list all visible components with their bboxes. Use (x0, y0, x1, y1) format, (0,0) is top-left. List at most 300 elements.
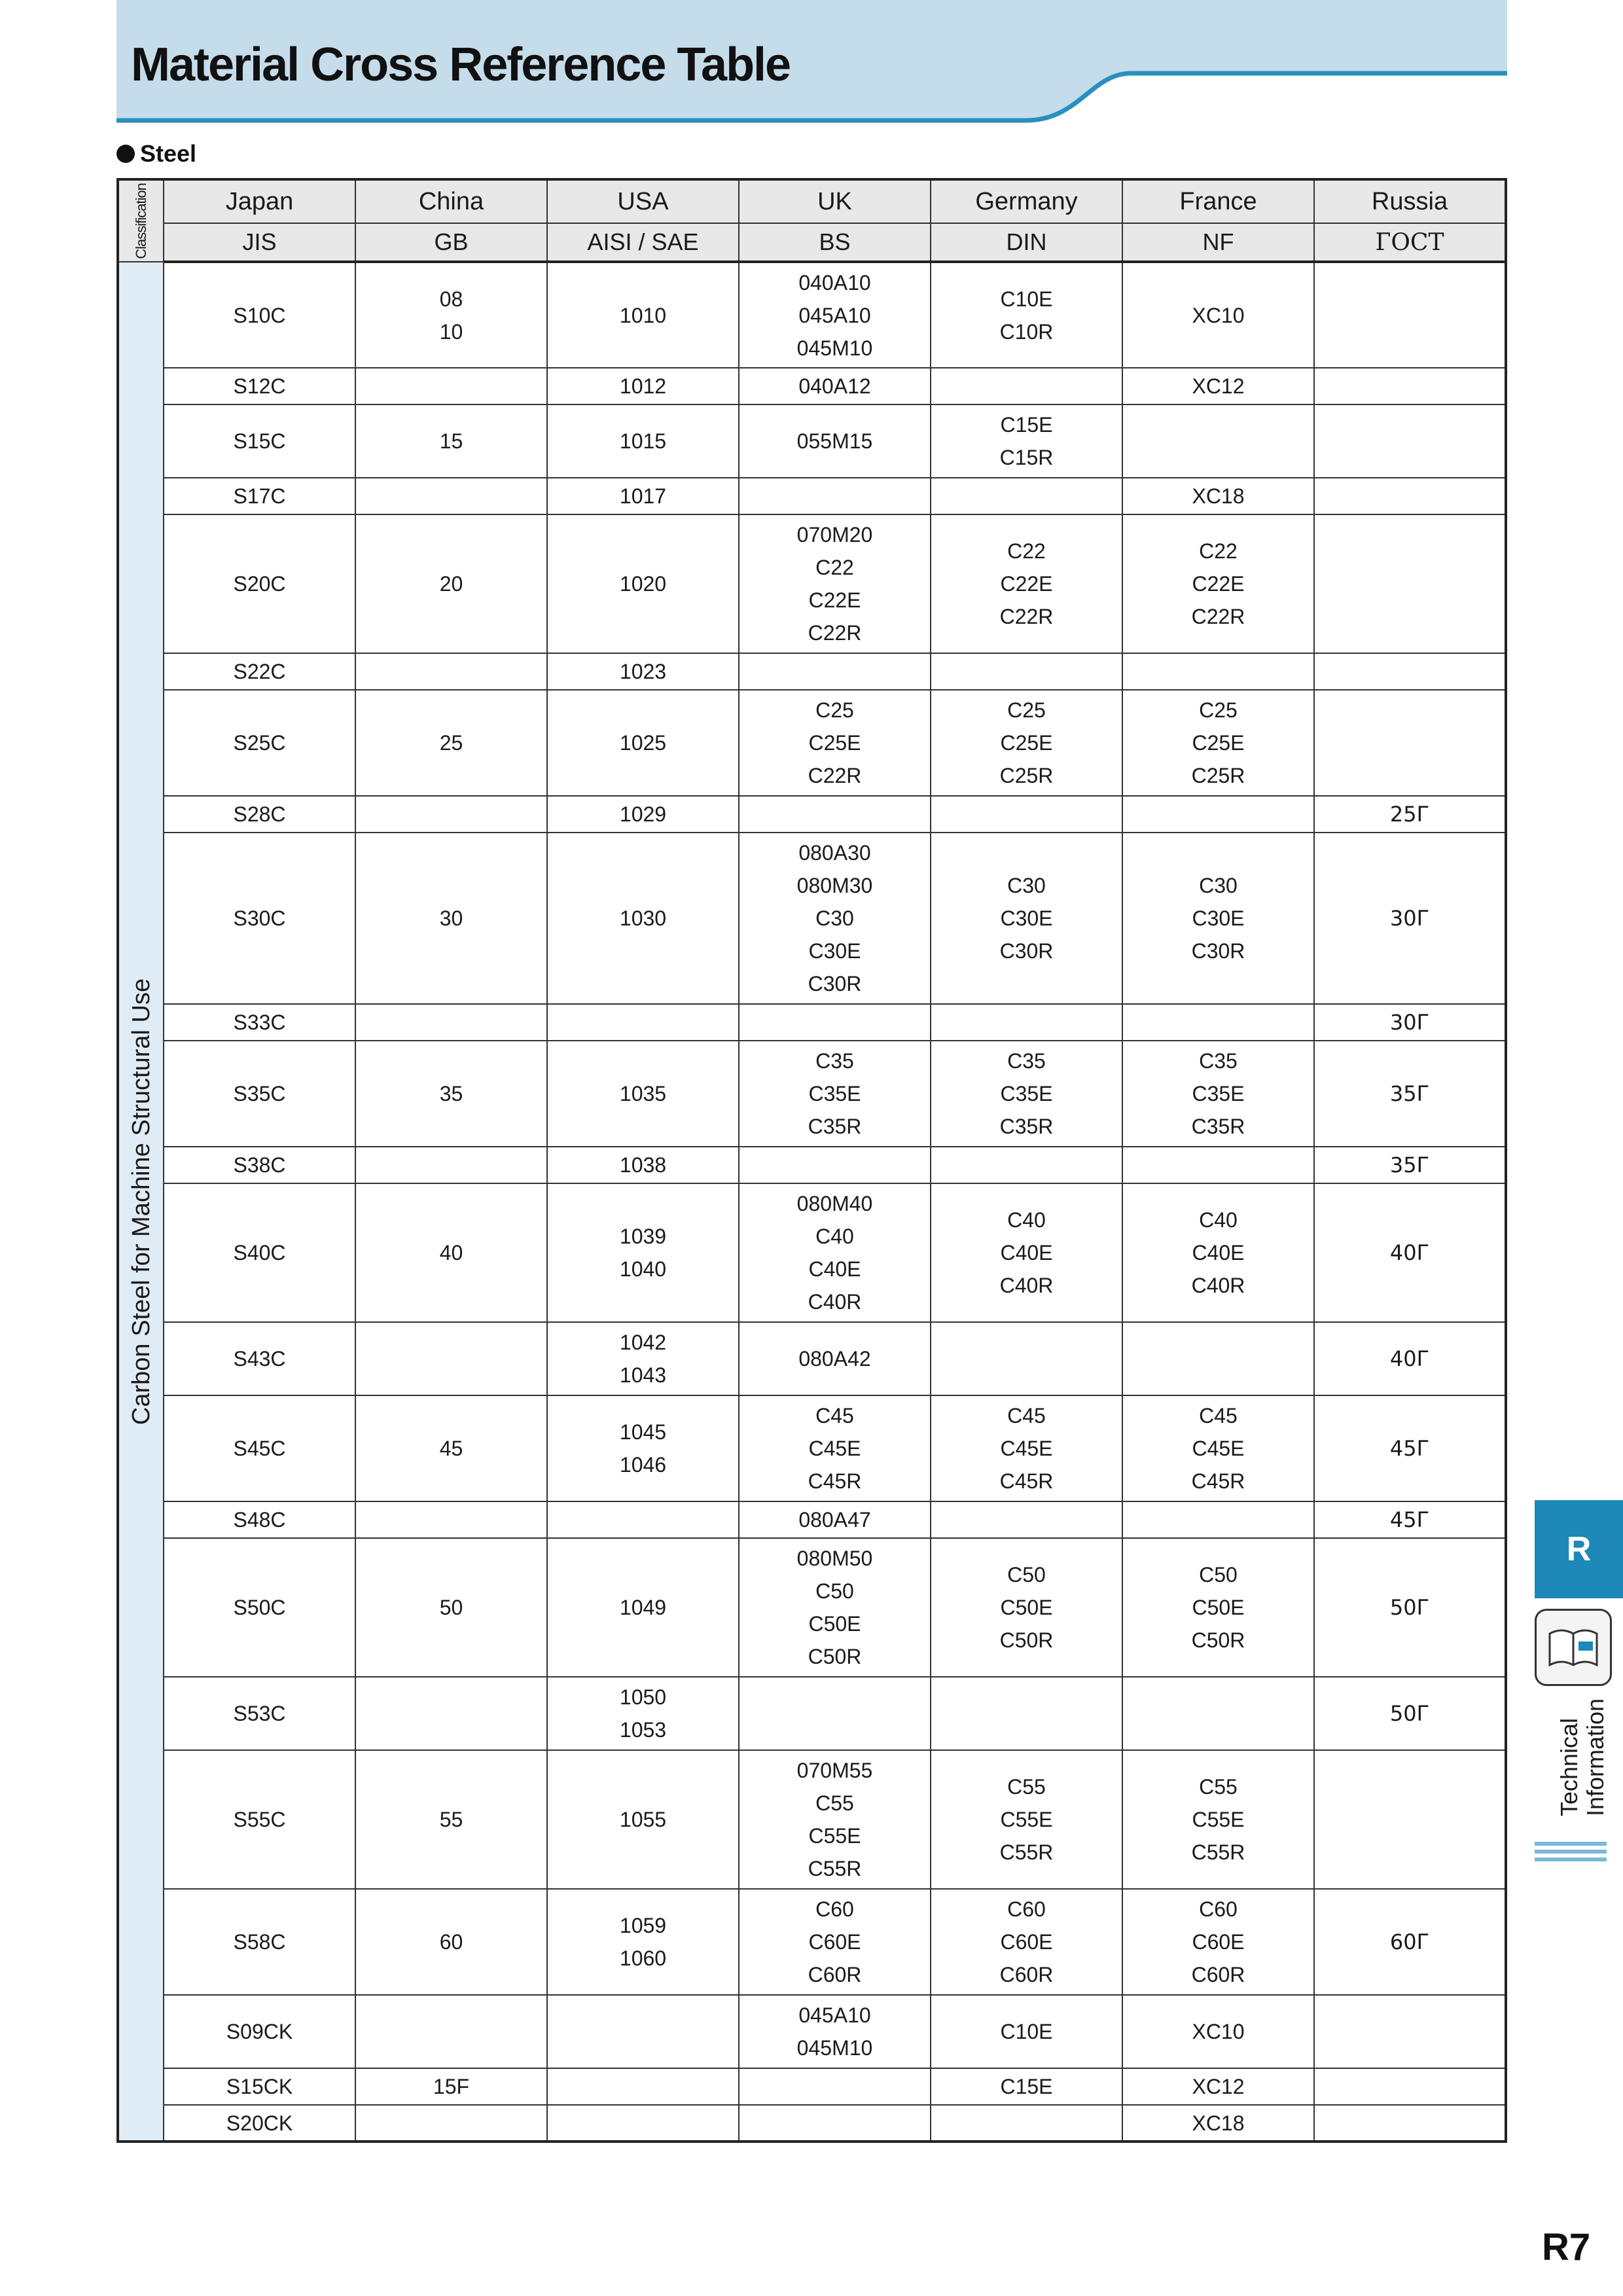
table-row (118, 478, 1506, 514)
din-value: C35R (999, 1115, 1054, 1138)
cross-reference-table-wrapper (116, 178, 1507, 2143)
nf-cell (1122, 2105, 1314, 2142)
nf-value: C22 (1199, 539, 1238, 563)
bs-value: C22R (808, 764, 862, 787)
jis-cell: S20CK (164, 2105, 355, 2142)
standard-header: JIS (164, 223, 355, 262)
table-row (118, 1889, 1506, 1995)
bs-value: 045A10 (798, 303, 871, 327)
bs-value: 080M40 (796, 1192, 873, 1215)
gost-value: 45Г (1389, 1507, 1430, 1532)
nf-cell (1122, 368, 1314, 404)
bs-value: C35E (808, 1082, 861, 1105)
gb-cell (355, 2105, 547, 2142)
aisi-cell (547, 1538, 739, 1677)
aisi-cell (547, 1041, 739, 1147)
nf-value: XC12 (1192, 374, 1245, 398)
din-value: C50E (1000, 1596, 1053, 1619)
bs-value: C35R (808, 1115, 862, 1138)
gb-value: 25 (439, 731, 463, 755)
gost-value: 45Г (1389, 1436, 1430, 1461)
jis-cell: S33C (164, 1004, 355, 1041)
nf-value: C30R (1191, 939, 1245, 963)
nf-value: C30 (1199, 874, 1238, 897)
aisi-cell (547, 2105, 739, 2142)
bs-value: C40R (808, 1290, 862, 1314)
bs-value: 080A42 (798, 1347, 871, 1371)
gb-cell (355, 1041, 547, 1147)
din-cell (931, 262, 1122, 368)
bs-cell (739, 478, 931, 514)
gb-cell (355, 404, 547, 478)
nf-cell (1122, 262, 1314, 368)
aisi-value: 1038 (619, 1153, 667, 1177)
din-value: C45E (1000, 1437, 1053, 1460)
bs-cell (739, 514, 931, 653)
aisi-cell (547, 1322, 739, 1395)
aisi-value: 1060 (619, 1946, 667, 1970)
table-row (118, 833, 1506, 1004)
stripe (1535, 1850, 1607, 1854)
table-row (118, 653, 1506, 690)
jis-cell: S38C (164, 1147, 355, 1183)
gost-cell (1314, 368, 1506, 404)
bs-cell (739, 1395, 931, 1501)
din-cell (931, 1147, 1122, 1183)
jis-cell: S09CK (164, 1995, 355, 2068)
bullet-icon (116, 145, 135, 163)
aisi-value: 1020 (619, 572, 667, 596)
nf-value: C22R (1191, 605, 1245, 628)
nf-value: XC10 (1192, 2020, 1245, 2043)
bs-value: C60 (815, 1897, 854, 1921)
nf-value: XC18 (1192, 484, 1245, 508)
gb-cell (355, 690, 547, 796)
nf-value: C40R (1191, 1274, 1245, 1297)
bs-value: 040A12 (798, 374, 871, 398)
bs-value: C30R (808, 972, 862, 996)
bs-value: C30 (815, 906, 854, 930)
nf-cell (1122, 1538, 1314, 1677)
country-header: UK (739, 179, 931, 223)
gb-value: 30 (439, 906, 463, 930)
aisi-value: 1045 (619, 1420, 667, 1444)
page-title: Material Cross Reference Table (131, 39, 791, 91)
din-cell (931, 653, 1122, 690)
table-row (118, 1995, 1506, 2068)
gost-cell (1314, 690, 1506, 796)
bs-cell (739, 1501, 931, 1538)
jis-cell: S12C (164, 368, 355, 404)
aisi-value: 1017 (619, 484, 667, 508)
nf-cell (1122, 478, 1314, 514)
din-value: C25R (999, 764, 1054, 787)
table-row (118, 1147, 1506, 1183)
bs-cell (739, 1889, 931, 1995)
gb-cell (355, 1395, 547, 1501)
gost-cell (1314, 1889, 1506, 1995)
jis-cell: S17C (164, 478, 355, 514)
jis-cell: S10C (164, 262, 355, 368)
din-cell (931, 690, 1122, 796)
din-value: C15E (1000, 413, 1053, 437)
bs-value: 045M10 (796, 2036, 873, 2060)
gost-cell (1314, 2068, 1506, 2105)
gb-value: 55 (439, 1808, 463, 1831)
section-label (116, 140, 196, 168)
nf-cell (1122, 796, 1314, 833)
section-title: Steel (140, 140, 197, 167)
din-value: C30 (1007, 874, 1046, 897)
aisi-value: 1049 (619, 1596, 667, 1619)
bs-cell (739, 262, 931, 368)
din-cell (931, 1538, 1122, 1677)
gb-value: 15F (433, 2075, 470, 2098)
nf-cell (1122, 1750, 1314, 1889)
nf-value: C50R (1191, 1628, 1245, 1652)
bs-value: C25E (808, 731, 861, 755)
bs-value: C40E (808, 1257, 861, 1281)
technical-information-text: Technical Information (1556, 1698, 1609, 1817)
nf-cell (1122, 514, 1314, 653)
din-value: C45R (999, 1469, 1054, 1493)
table-row (118, 404, 1506, 478)
nf-value: C30E (1192, 906, 1245, 930)
jis-cell: S35C (164, 1041, 355, 1147)
aisi-value: 1040 (619, 1257, 667, 1281)
table-row (118, 796, 1506, 833)
bs-cell (739, 1322, 931, 1395)
classification-header (118, 179, 164, 262)
bs-value: 070M20 (796, 523, 873, 547)
din-cell (931, 1322, 1122, 1395)
table-row (118, 2105, 1506, 2142)
gost-value: 30Г (1389, 906, 1430, 931)
gb-cell (355, 1322, 547, 1395)
aisi-cell (547, 1004, 739, 1041)
din-cell (931, 1889, 1122, 1995)
stripe (1535, 1857, 1607, 1861)
din-cell (931, 404, 1122, 478)
bs-value: C22E (808, 588, 861, 612)
gost-cell (1314, 1501, 1506, 1538)
nf-value: C55R (1191, 1840, 1245, 1864)
gb-cell (355, 2068, 547, 2105)
country-header: Japan (164, 179, 355, 223)
aisi-cell (547, 478, 739, 514)
nf-cell (1122, 653, 1314, 690)
din-cell (931, 478, 1122, 514)
nf-cell (1122, 1004, 1314, 1041)
gost-cell (1314, 1677, 1506, 1750)
aisi-cell (547, 1147, 739, 1183)
nf-value: C45 (1199, 1404, 1238, 1427)
din-value: C15R (999, 446, 1054, 469)
din-value: C55R (999, 1840, 1054, 1864)
gost-cell (1314, 262, 1506, 368)
standard-header: ГОСТ (1314, 223, 1506, 262)
gost-value: 50Г (1389, 1701, 1430, 1726)
standard-header: AISI / SAE (547, 223, 739, 262)
jis-cell: S15C (164, 404, 355, 478)
bs-cell (739, 1041, 931, 1147)
aisi-cell (547, 833, 739, 1004)
din-cell (931, 1677, 1122, 1750)
din-value: C15E (1000, 2075, 1053, 2098)
nf-value: C25E (1192, 731, 1245, 755)
jis-cell: S28C (164, 796, 355, 833)
din-cell (931, 514, 1122, 653)
bs-value: C50 (815, 1579, 854, 1603)
aisi-value: 1046 (619, 1453, 667, 1477)
din-value: C50R (999, 1628, 1054, 1652)
nf-value: C60R (1191, 1963, 1245, 1986)
gost-cell (1314, 1041, 1506, 1147)
din-cell (931, 368, 1122, 404)
din-value: C10R (999, 319, 1054, 344)
book-icon (1535, 1609, 1612, 1686)
jis-cell: S45C (164, 1395, 355, 1501)
gost-value: 50Г (1389, 1595, 1430, 1620)
din-value: C10E (1000, 287, 1053, 311)
din-value: C35E (1000, 1082, 1053, 1105)
aisi-value: 1035 (619, 1082, 667, 1105)
table-row (118, 690, 1506, 796)
aisi-value: 1039 (619, 1225, 667, 1248)
aisi-cell (547, 796, 739, 833)
din-cell (931, 1041, 1122, 1147)
gb-cell (355, 478, 547, 514)
gost-cell (1314, 796, 1506, 833)
din-cell (931, 1004, 1122, 1041)
din-value: C60R (999, 1963, 1054, 1986)
gb-value: 60 (439, 1930, 463, 1954)
table-row (118, 1750, 1506, 1889)
nf-value: C35E (1192, 1082, 1245, 1105)
nf-cell (1122, 1677, 1314, 1750)
jis-cell: S25C (164, 690, 355, 796)
country-header: Germany (931, 179, 1122, 223)
table-row (118, 2068, 1506, 2105)
gb-cell (355, 1677, 547, 1750)
aisi-cell (547, 368, 739, 404)
nf-value: XC10 (1192, 303, 1245, 327)
gb-cell (355, 1183, 547, 1322)
bs-value: C35 (815, 1049, 854, 1073)
bs-value: C55E (808, 1824, 861, 1848)
din-cell (931, 1183, 1122, 1322)
nf-value: C60 (1199, 1897, 1238, 1921)
aisi-cell (547, 1395, 739, 1501)
nf-value: C55 (1199, 1775, 1238, 1799)
jis-cell: S30C (164, 833, 355, 1004)
aisi-value: 1015 (619, 429, 667, 453)
jis-cell: S15CK (164, 2068, 355, 2105)
table-row (118, 1395, 1506, 1501)
jis-cell: S22C (164, 653, 355, 690)
din-value: C40 (1007, 1208, 1046, 1232)
nf-cell (1122, 404, 1314, 478)
gost-value: 35Г (1389, 1081, 1430, 1106)
din-value: C55E (1000, 1808, 1053, 1831)
gost-cell (1314, 478, 1506, 514)
gb-cell (355, 653, 547, 690)
table-row (118, 368, 1506, 404)
gb-value: 15 (439, 429, 463, 453)
nf-value: C45E (1192, 1437, 1245, 1460)
bs-value: 040A10 (798, 270, 871, 295)
din-cell (931, 2105, 1122, 2142)
nf-cell (1122, 1889, 1314, 1995)
bs-value: 070M55 (796, 1759, 873, 1782)
bs-cell (739, 1538, 931, 1677)
gost-cell (1314, 833, 1506, 1004)
gb-value: 08 (439, 287, 463, 311)
gb-value: 10 (439, 319, 463, 344)
bs-value: C25 (815, 698, 854, 722)
aisi-cell (547, 1995, 739, 2068)
gost-value: 35Г (1389, 1153, 1430, 1177)
din-value: C45 (1007, 1404, 1046, 1427)
classification-label: Classification (132, 183, 149, 259)
aisi-value: 1025 (619, 731, 667, 755)
jis-cell: S43C (164, 1322, 355, 1395)
bs-value: 055M15 (796, 429, 873, 453)
page-number: R7 (1542, 2226, 1591, 2269)
din-value: C25 (1007, 698, 1046, 722)
aisi-cell (547, 404, 739, 478)
gost-cell (1314, 1147, 1506, 1183)
jis-cell: S55C (164, 1750, 355, 1889)
aisi-value: 1055 (619, 1808, 667, 1831)
gb-cell (355, 514, 547, 653)
jis-cell: S50C (164, 1538, 355, 1677)
bs-cell (739, 653, 931, 690)
aisi-cell (547, 690, 739, 796)
bs-cell (739, 2105, 931, 2142)
din-cell (931, 1995, 1122, 2068)
gb-value: 20 (439, 572, 463, 596)
gost-cell (1314, 1322, 1506, 1395)
bs-cell (739, 368, 931, 404)
standard-header: GB (355, 223, 547, 262)
bs-value: 080A47 (798, 1508, 871, 1532)
bs-value: 045M10 (796, 336, 873, 360)
aisi-cell (547, 1750, 739, 1889)
bs-cell (739, 833, 931, 1004)
table-body (118, 262, 1506, 2142)
din-cell (931, 1395, 1122, 1501)
book-icon-graphic (1546, 1624, 1601, 1670)
jis-cell: S58C (164, 1889, 355, 1995)
bs-value: C45 (815, 1404, 854, 1427)
bs-value: C45R (808, 1469, 862, 1493)
nf-value: C50E (1192, 1596, 1245, 1619)
jis-cell: S40C (164, 1183, 355, 1322)
nf-cell (1122, 1395, 1314, 1501)
bs-cell (739, 1147, 931, 1183)
din-cell (931, 2068, 1122, 2105)
stripe (1535, 1842, 1607, 1846)
bs-value: 080M50 (796, 1547, 873, 1570)
gb-cell (355, 368, 547, 404)
gost-value: 30Г (1389, 1010, 1430, 1035)
section-tab[interactable] (1535, 1500, 1623, 1598)
nf-cell (1122, 2068, 1314, 2105)
section-tab-letter: R (1566, 1530, 1592, 1568)
category-cell (118, 262, 164, 2142)
table-row (118, 1677, 1506, 1750)
nf-value: C35 (1199, 1049, 1238, 1073)
din-cell (931, 833, 1122, 1004)
bs-value: C55R (808, 1857, 862, 1880)
nf-cell (1122, 1322, 1314, 1395)
gost-cell (1314, 1750, 1506, 1889)
gost-cell (1314, 1004, 1506, 1041)
nf-value: C60E (1192, 1930, 1245, 1954)
gb-cell (355, 833, 547, 1004)
gb-cell (355, 1147, 547, 1183)
din-value: C50 (1007, 1563, 1046, 1587)
gost-cell (1314, 1995, 1506, 2068)
aisi-value: 1030 (619, 906, 667, 930)
standard-header-row (118, 223, 1506, 262)
aisi-cell (547, 1889, 739, 1995)
bs-cell (739, 1750, 931, 1889)
table-row (118, 1322, 1506, 1395)
bs-cell (739, 690, 931, 796)
aisi-value: 1012 (619, 374, 667, 398)
gost-cell (1314, 404, 1506, 478)
bs-cell (739, 796, 931, 833)
bs-cell (739, 1995, 931, 2068)
gost-cell (1314, 1395, 1506, 1501)
nf-value: XC18 (1192, 2111, 1245, 2135)
din-value: C40E (1000, 1241, 1053, 1265)
gb-cell (355, 262, 547, 368)
bs-value: 080A30 (798, 841, 871, 865)
table-row (118, 262, 1506, 368)
din-value: C60 (1007, 1897, 1046, 1921)
table-row (118, 1538, 1506, 1677)
din-value: C25E (1000, 731, 1053, 755)
bs-value: C60R (808, 1963, 862, 1986)
gost-cell (1314, 1183, 1506, 1322)
nf-cell (1122, 1995, 1314, 2068)
aisi-cell (547, 1677, 739, 1750)
nf-cell (1122, 1041, 1314, 1147)
nf-cell (1122, 1501, 1314, 1538)
gb-cell (355, 1501, 547, 1538)
table-row (118, 1004, 1506, 1041)
gost-cell (1314, 653, 1506, 690)
gb-cell (355, 1538, 547, 1677)
din-value: C60E (1000, 1930, 1053, 1954)
bs-cell (739, 404, 931, 478)
nf-value: C55E (1192, 1808, 1245, 1831)
bs-value: C22R (808, 621, 862, 645)
din-value: C40R (999, 1274, 1054, 1297)
aisi-value: 1043 (619, 1363, 667, 1387)
country-header-row (118, 179, 1506, 223)
country-header: China (355, 179, 547, 223)
nf-cell (1122, 1147, 1314, 1183)
gost-value: 40Г (1389, 1240, 1430, 1265)
table-row (118, 514, 1506, 653)
aisi-value: 1010 (619, 303, 667, 327)
gost-value: 25Г (1389, 802, 1430, 827)
din-cell (931, 796, 1122, 833)
